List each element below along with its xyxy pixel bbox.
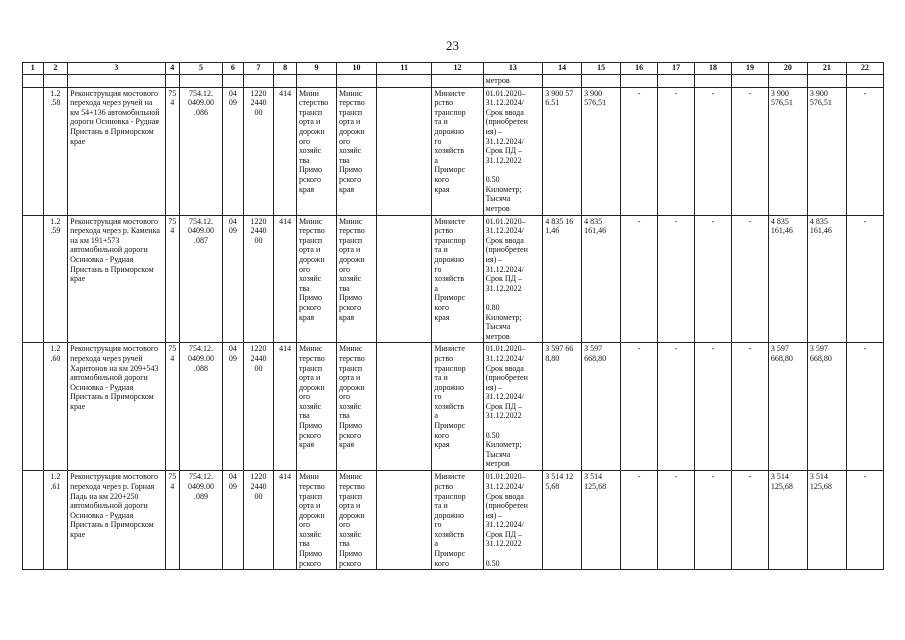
table-cell-6: 04 09	[223, 215, 244, 343]
table-cell-19: -	[731, 215, 768, 343]
table-cell-1	[23, 87, 44, 215]
table-cell-11	[376, 471, 431, 570]
table-cell-16: -	[621, 87, 658, 215]
table-cell-10: Минис терство трансп орта и дорожн ого хозяйс тва Примо рского края	[336, 87, 376, 215]
column-header-4: 4	[165, 63, 179, 75]
table-cell-19: -	[731, 471, 768, 570]
table-cell-12: Министе рство транспор та и дорожно го хозяйств а Приморс кого края	[432, 215, 483, 343]
table-cell-13: 01.01.2020– 31.12.2024/ Срок ввода (приобретен ия) – 31.12.2024/ Срок ПД – 31.12.2022 0.50 Километр; Тысяча метров	[483, 87, 543, 215]
table-cell-22: -	[846, 471, 883, 570]
table-row	[23, 343, 884, 471]
table-cell-18: -	[695, 471, 732, 570]
table-cell-21: 3 597 668,80	[807, 343, 846, 471]
table-cell-17: -	[658, 215, 695, 343]
table-cell-11	[376, 87, 431, 215]
table-cell-6: 04 09	[223, 87, 244, 215]
column-header-8: 8	[274, 63, 297, 75]
table-cell-9: Минис терство трансп орта и дорожн ого хозяйс тва Примо рского края	[296, 343, 336, 471]
table-cell-20: 4 835 161,46	[768, 215, 807, 343]
table-cell-15: 3 900 576,51	[582, 87, 621, 215]
column-header-9: 9	[296, 63, 336, 75]
table-cell-11	[376, 215, 431, 343]
budget-table	[22, 62, 884, 570]
column-header-20: 20	[768, 63, 807, 75]
table-cell-15: 3 597 668,80	[582, 343, 621, 471]
column-header-2: 2	[43, 63, 68, 75]
table-row	[23, 471, 884, 570]
table-cell-12: Министе рство транспор та и дорожно го хозяйств а Приморс кого края	[432, 343, 483, 471]
table-cell-8: 414	[274, 471, 297, 570]
table-cell-4: 75 4	[165, 215, 179, 343]
table-cell-21: 3 514 125,68	[807, 471, 846, 570]
table-cell-20: 3 597 668,80	[768, 343, 807, 471]
table-cell-10: Минис терство трансп орта и дорожн ого хозяйс тва Примо рского	[336, 471, 376, 570]
column-header-19: 19	[731, 63, 768, 75]
table-cell-20: 3 900 576,51	[768, 87, 807, 215]
table-cell-13: 01.01.2020– 31.12.2024/ Срок ввода (приобретен ия) – 31.12.2024/ Срок ПД – 31.12.2022 0.80 Километр; Тысяча метров	[483, 215, 543, 343]
table-cell-5: 754.12. 0409.00 .088	[179, 343, 222, 471]
table-cell-14: 3 597 66 8,80	[543, 343, 582, 471]
column-header-3: 3	[68, 63, 165, 75]
column-header-21: 21	[807, 63, 846, 75]
column-header-15: 15	[582, 63, 621, 75]
table-cell-11	[376, 343, 431, 471]
table-cell-18: -	[695, 343, 732, 471]
table-cell-15: 4 835 161,46	[582, 215, 621, 343]
table-cell-21: 3 900 576,51	[807, 87, 846, 215]
table-cell-19: -	[731, 87, 768, 215]
table-cell-22: -	[846, 343, 883, 471]
table-cell-22: -	[846, 87, 883, 215]
table-cell-4: 75 4	[165, 87, 179, 215]
table-cell-8: 414	[274, 343, 297, 471]
column-header-16: 16	[621, 63, 658, 75]
table-row	[23, 87, 884, 215]
table-cell-20: 3 514 125,68	[768, 471, 807, 570]
table-cell-6: 04 09	[223, 343, 244, 471]
table-cell-2: 1.2 .59	[43, 215, 68, 343]
table-cell-8: 414	[274, 215, 297, 343]
table-cell-1	[23, 215, 44, 343]
table-cell-14: 4 835 16 1,46	[543, 215, 582, 343]
column-header-12: 12	[432, 63, 483, 75]
table-cell-4: 75 4	[165, 471, 179, 570]
table-cell-6: 04 09	[223, 471, 244, 570]
table-cell-21: 4 835 161,46	[807, 215, 846, 343]
column-header-6: 6	[223, 63, 244, 75]
table-cell-5: 754.12. 0409.00 .086	[179, 87, 222, 215]
table-cell-3: Реконструкция мостового перехода через ручей Харитонов на км 209+543 автомобильной дороги Осиновка - Рудная Пристань в Приморском крае	[68, 343, 165, 471]
table-cell-22: -	[846, 215, 883, 343]
table-cell-10: Минис терство трансп орта и дорожн ого хозяйс тва Примо рского края	[336, 343, 376, 471]
table-cell-13: 01.01.2020– 31.12.2024/ Срок ввода (приобретен ия) – 31.12.2024/ Срок ПД – 31.12.2022 0.50 Километр; Тысяча метров	[483, 343, 543, 471]
table-cell-12: Министе рство транспор та и дорожно го хозяйств а Приморс кого	[432, 471, 483, 570]
table-cell-5: 754.12. 0409.00 .087	[179, 215, 222, 343]
table-cell-14: 3 514 12 5,68	[543, 471, 582, 570]
column-header-22: 22	[846, 63, 883, 75]
table-cell-9: Мини терство трансп орта и дорожн ого хозяйс тва Примо рского	[296, 471, 336, 570]
table-cell-7: 1220 2440 00	[243, 343, 274, 471]
table-cell-7: 1220 2440 00	[243, 87, 274, 215]
table-cell-8: 414	[274, 87, 297, 215]
table-cell-2: 1.2 .60	[43, 343, 68, 471]
table-cell-1	[23, 471, 44, 570]
column-header-11: 11	[376, 63, 431, 75]
table-cell-16: -	[621, 215, 658, 343]
table-cell-16: -	[621, 343, 658, 471]
table-cell-3: Реконструкция мостового перехода через ручей на км 54+136 автомобильной дороги Осиновка - Рудная Пристань в Приморском крае	[68, 87, 165, 215]
previous-row-tail	[23, 75, 884, 88]
column-header-1: 1	[23, 63, 44, 75]
table-cell-9: Мини стерство трансп орта и дорожн ого хозяйс тва Примо рского края	[296, 87, 336, 215]
table-cell-17: -	[658, 471, 695, 570]
table-row	[23, 215, 884, 343]
column-header-7: 7	[243, 63, 274, 75]
column-header-13: 13	[483, 63, 543, 75]
table-cell-7: 1220 2440 00	[243, 471, 274, 570]
table-cell-14: 3 900 57 6.51	[543, 87, 582, 215]
table-cell-18: -	[695, 87, 732, 215]
column-header-10: 10	[336, 63, 376, 75]
column-header-18: 18	[695, 63, 732, 75]
table-cell-2: 1.2 .61	[43, 471, 68, 570]
table-cell-5: 754.12. 0409.00 .089	[179, 471, 222, 570]
table-cell-12: Министе рство транспор та и дорожно го хозяйств а Приморс кого края	[432, 87, 483, 215]
header-row	[23, 63, 884, 75]
column-header-5: 5	[179, 63, 222, 75]
table-cell-10: Минис терство трансп орта и дорожн ого хозяйс тва Примо рского края	[336, 215, 376, 343]
page-number: 23	[446, 38, 459, 53]
table-cell-3: Реконструкция мостового перехода через р. Горная Падь на км 220+250 автомобильной дороги Осиновка - Рудная Пристань в Приморском крае	[68, 471, 165, 570]
column-header-14: 14	[543, 63, 582, 75]
table-cell-19: -	[731, 343, 768, 471]
table-cell-4: 75 4	[165, 343, 179, 471]
table-cell-9: Минис терство трансп орта и дорожн ого хозяйс тва Примо рского края	[296, 215, 336, 343]
table-cell-13: 01.01.2020– 31.12.2024/ Срок ввода (приобретен ия) – 31.12.2024/ Срок ПД – 31.12.2022 0.50	[483, 471, 543, 570]
table-cell-17: -	[658, 343, 695, 471]
table-cell-16: -	[621, 471, 658, 570]
table-cell-3: Реконструкция мостового перехода через р. Каменка на км 191+573 автомобильной дороги Осиновка - Рудная Пристань в Приморском крае	[68, 215, 165, 343]
table-cell-17: -	[658, 87, 695, 215]
column-header-17: 17	[658, 63, 695, 75]
table-cell-18: -	[695, 215, 732, 343]
table-cell-2: 1.2 .58	[43, 87, 68, 215]
table-cell-7: 1220 2440 00	[243, 215, 274, 343]
previous-row-unit: метров	[483, 75, 543, 88]
table-cell-15: 3 514 125,68	[582, 471, 621, 570]
table-cell-1	[23, 343, 44, 471]
